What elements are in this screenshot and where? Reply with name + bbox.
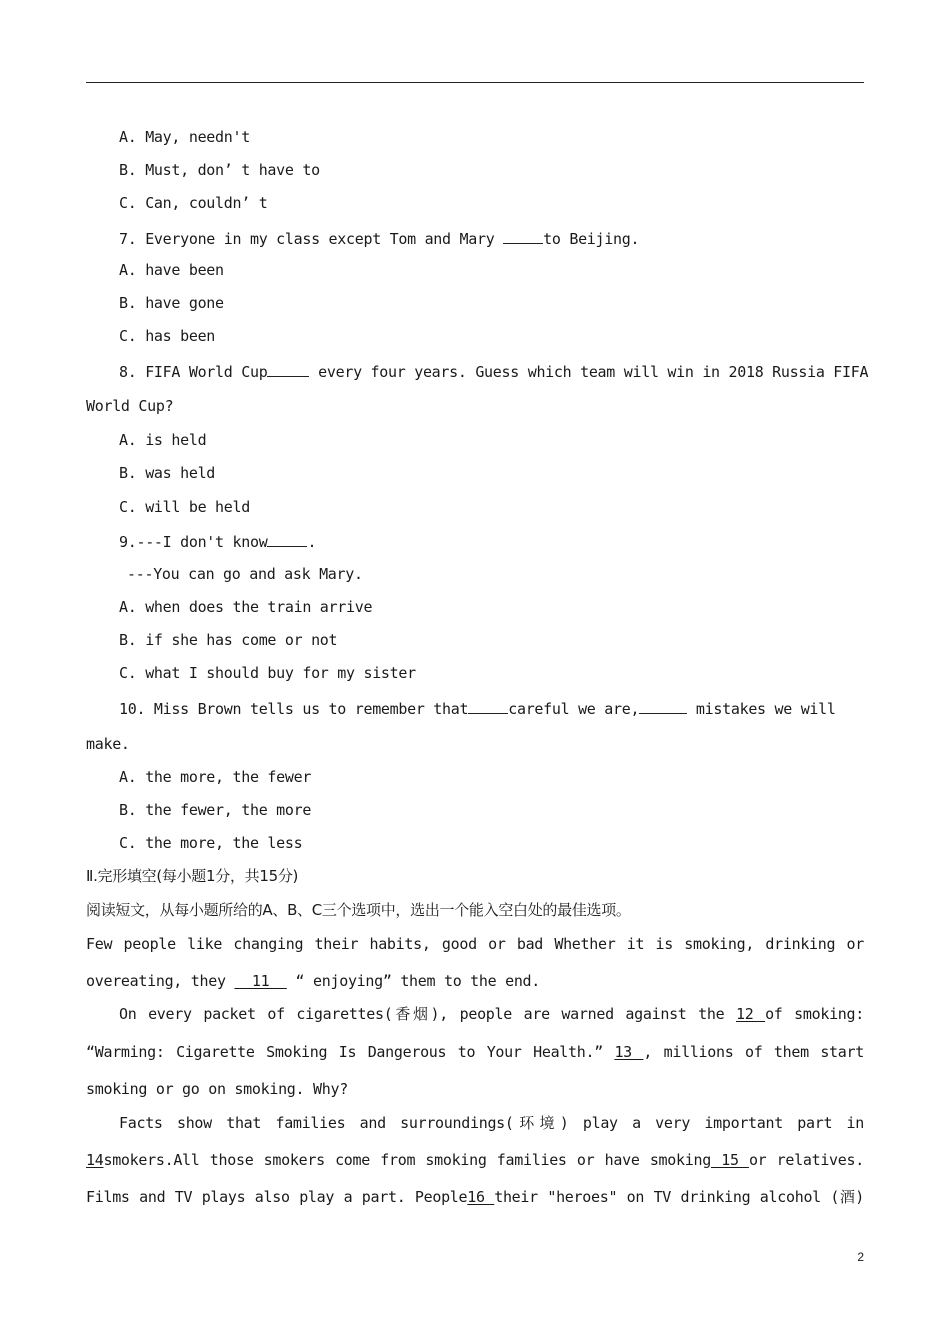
q10-blank-1 bbox=[468, 697, 508, 714]
header-rule bbox=[86, 82, 864, 83]
passage-line-4: “Warming: Cigarette Smoking Is Dangerous to Your Health.” 13 , millions of them start bbox=[86, 1043, 864, 1061]
passage-line-8: Films and TV plays also play a part. People16 their "heroes" on TV drinking alcohol (酒) bbox=[86, 1188, 864, 1206]
q6-option-c: C. Can, couldn’ t bbox=[119, 194, 268, 212]
q8-option-a: A. is held bbox=[119, 431, 207, 449]
q10-option-a: A. the more, the fewer bbox=[119, 768, 312, 786]
q10-option-b: B. the fewer, the more bbox=[119, 801, 312, 819]
q9-stem: 9.---I don't know . bbox=[119, 530, 316, 552]
q9-option-c: C. what I should buy for my sister bbox=[119, 664, 416, 682]
blank-15: 15 bbox=[710, 1151, 749, 1169]
passage-line-1: Few people like changing their habits, good or bad Whether it is smoking, drinking or bbox=[86, 935, 864, 953]
q9-reply: ---You can go and ask Mary. bbox=[127, 565, 363, 583]
passage-line-7: 14smokers.All those smokers come from smoking families or have smoking 15 or relatives. bbox=[86, 1151, 864, 1169]
q9-option-a: A. when does the train arrive bbox=[119, 598, 373, 616]
q8-stem-continued: World Cup? bbox=[86, 397, 174, 415]
q8-option-c: C. will be held bbox=[119, 498, 250, 516]
q10-stem: 10. Miss Brown tells us to remember that careful we are, mistakes we will bbox=[119, 697, 836, 719]
q10-blank-2 bbox=[639, 697, 687, 714]
blank-16: 16 bbox=[467, 1188, 495, 1206]
blank-13: 13 bbox=[614, 1043, 644, 1061]
passage-line-3: On every packet of cigarettes(香烟), people are warned against the 12 of smoking: bbox=[119, 1005, 864, 1023]
q7-blank bbox=[503, 227, 543, 244]
q8-blank bbox=[267, 360, 309, 377]
passage-line-5: smoking or go on smoking. Why? bbox=[86, 1080, 348, 1098]
q7-option-b: B. have gone bbox=[119, 294, 224, 312]
section-instruction: 阅读短文，从每小题所给的A、B、C三个选项中，选出一个能入空白处的最佳选项。 bbox=[86, 901, 631, 919]
q6-option-a: A. May, needn't bbox=[119, 128, 250, 146]
q7-stem: 7. Everyone in my class except Tom and Mary to Beijing. bbox=[119, 227, 639, 249]
q10-stem-continued: make. bbox=[86, 735, 130, 753]
page-number: 2 bbox=[857, 1250, 864, 1264]
passage-line-2: overeating, they 11 “ enjoying” them to the end. bbox=[86, 972, 541, 990]
q6-option-b: B. Must, don’ t have to bbox=[119, 161, 320, 179]
section-heading: Ⅱ.完形填空(每小题1分，共15分) bbox=[86, 867, 299, 885]
blank-11: 11 bbox=[234, 972, 287, 990]
q8-stem: 8. FIFA World Cup every four years. Guess which team will win in 2018 Russia FIFA bbox=[119, 360, 868, 382]
q10-option-c: C. the more, the less bbox=[119, 834, 303, 852]
blank-14: 14 bbox=[86, 1151, 104, 1169]
q7-option-c: C. has been bbox=[119, 327, 216, 345]
q9-blank bbox=[267, 530, 307, 547]
blank-12: 12 bbox=[735, 1005, 766, 1023]
q8-option-b: B. was held bbox=[119, 464, 216, 482]
q9-option-b: B. if she has come or not bbox=[119, 631, 338, 649]
passage-line-6: Facts show that families and surroundings(环境) play a very important part in bbox=[119, 1114, 864, 1132]
q7-option-a: A. have been bbox=[119, 261, 224, 279]
